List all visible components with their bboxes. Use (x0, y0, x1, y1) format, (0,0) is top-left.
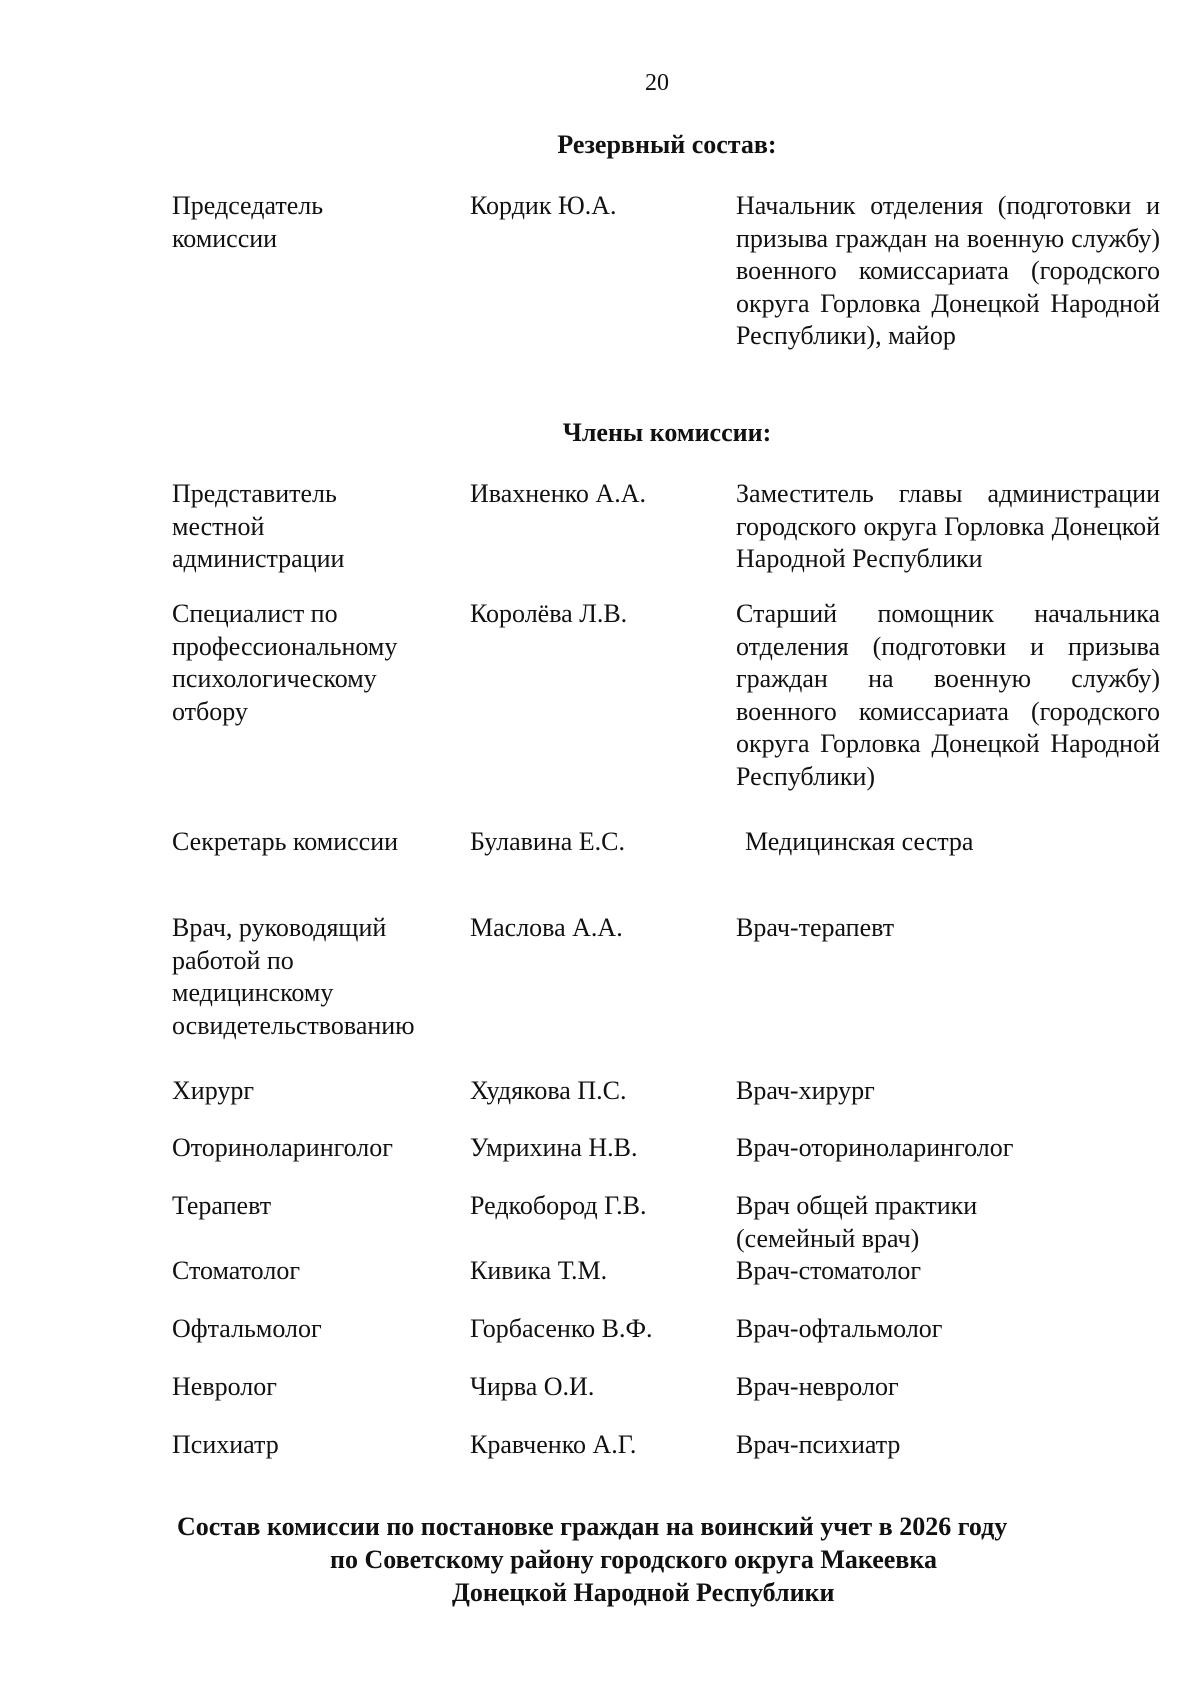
member-role: Оториноларинголог (172, 1133, 393, 1162)
member-role: Стоматолог (172, 1256, 300, 1285)
member-role: Секретарь комиссии (172, 827, 399, 856)
final-heading-line2: по Советскому району городского округа Макеевка (330, 1545, 937, 1574)
member-person: Редкобород Г.В. (470, 1191, 647, 1220)
member-role: Специалист по профессиональному психологическому отбору (172, 599, 398, 726)
member-person: Горбасенко В.Ф. (470, 1314, 653, 1343)
reserve-heading: Резервный состав: (557, 130, 777, 159)
member-role: Терапевт (172, 1191, 272, 1220)
page-number: 20 (645, 70, 669, 96)
member-person: Ивахненко А.А. (470, 479, 646, 508)
member-role: Представитель местной администрации (172, 479, 345, 573)
member-position: Врач-хирург (736, 1076, 875, 1105)
chair-person: Кордик Ю.А. (470, 191, 617, 220)
member-person: Чирва О.И. (470, 1372, 595, 1401)
member-person: Королёва Л.В. (470, 599, 628, 628)
member-person: Маслова А.А. (470, 913, 623, 942)
member-position: Врач-психиатр (736, 1430, 901, 1459)
member-person: Кивика Т.М. (470, 1256, 608, 1285)
member-role: Хирург (172, 1076, 255, 1105)
member-position: Врач общей практики (семейный врач) (736, 1191, 978, 1253)
member-position: Врач-невролог (736, 1372, 899, 1401)
final-heading-line3: Донецкой Народной Республики (452, 1578, 835, 1607)
member-person: Булавина Е.С. (470, 827, 626, 856)
member-position: Заместитель главы администрации городского округа Горловка Донецкой Народной Республики (736, 479, 1160, 573)
member-position: Медицинская сестра (745, 827, 974, 856)
member-role: Невролог (172, 1372, 277, 1401)
member-position: Врач-терапевт (736, 913, 895, 942)
member-role: Психиатр (172, 1430, 279, 1459)
member-position: Врач-офтальмолог (736, 1314, 943, 1343)
member-person: Кравченко А.Г. (470, 1430, 637, 1459)
member-position: Врач-оториноларинголог (736, 1133, 1014, 1162)
member-person: Худякова П.С. (470, 1076, 627, 1105)
final-heading-line1: Состав комиссии по постановке граждан на воинский учет в 2026 году (177, 1512, 1008, 1541)
chair-position: Начальник отделения (подготовки и призыва граждан на военную службу) военного комиссариата (городского округа Горловка Донецкой Народной Республики), майор (736, 191, 1160, 350)
member-role: Врач, руководящий работой по медицинскому освидетельствованию (172, 913, 415, 1040)
member-position: Врач-стоматолог (736, 1256, 922, 1285)
member-person: Умрихина Н.В. (470, 1133, 638, 1162)
chair-role: Председатель комиссии (172, 191, 324, 253)
member-position: Старший помощник начальника отделения (подготовки и призыва граждан на военную службу) военного комиссариата (городского округа Горловка Донецкой Народной Республики) (736, 599, 1160, 791)
member-role: Офтальмолог (172, 1314, 322, 1343)
members-heading: Члены комиссии: (562, 418, 772, 447)
